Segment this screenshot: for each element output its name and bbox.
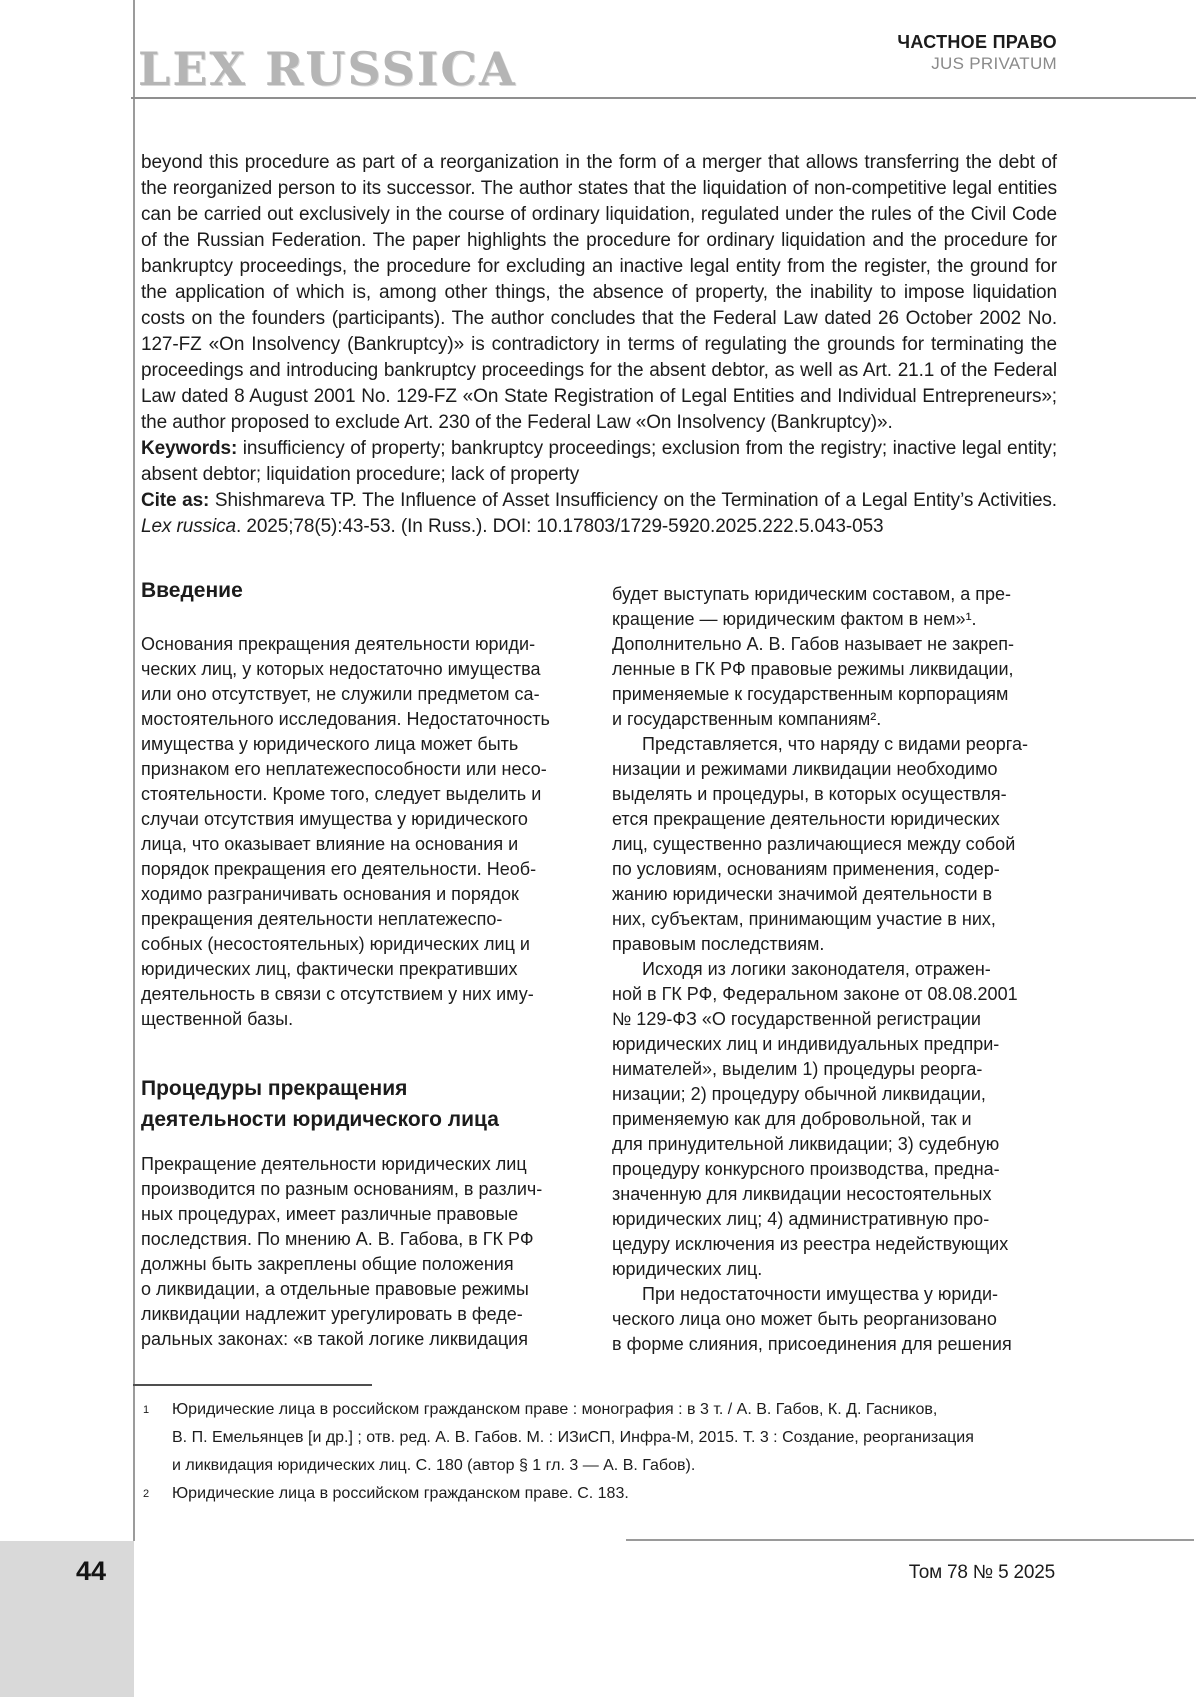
footnote-1-marker: 1 xyxy=(143,1404,150,1416)
article-body xyxy=(141,578,1057,1357)
keywords-label: Keywords: xyxy=(141,438,238,459)
keywords-line xyxy=(141,436,1057,488)
procedures-paragraph: Прекращение деятельности юридических лиц производится по разным основаниям, в различ- ных процедурах, имеет различные правовые последствия. По мнению А. В. Габова, в ГК РФ должны быть закреплены общие положения о ликвидации, а отдельные правовые режимы ликвидации надлежит урегулировать в феде- ральных законах: «в такой логике ликвидация xyxy=(141,1154,543,1349)
abstract-text: beyond this procedure as part of a reorganization in the form of a merger that allows transferring the debt of the reorganized person to its successor. The author states that the liquidation of non-competitive legal entities can be carried out exclusively in the course of ordinary liquidation, regulated under the rules of the Civil Code of the Russian Federation. The paper highlights the procedure for ordinary liquidation and the procedure for bankruptcy proceedings, the procedure for excluding an inactive legal entity from the register, the ground for the application of which is, among other things, the absence of property, the inability to impose liquidation costs on the founders (participants). The author concludes that the Federal Law dated 26 October 2002 No. 127-FZ «On Insolvency (Bankruptcy)» is contradictory in terms of regulating the grounds for terminating the proceedings and introducing bankruptcy proceedings for the absent debtor, as well as Art. 21.1 of the Federal Law dated 8 August 2001 No. 129-FZ «On State Registration of Legal Entities and Individual Entrepreneurs»; the author proposed to exclude Art. 230 of the Federal Law «On Insolvency (Bankruptcy)». xyxy=(141,152,1057,433)
cite-label: Cite as: xyxy=(141,490,210,511)
footnotes xyxy=(141,1396,1057,1508)
rubric-russian: ЧАСТНОЕ ПРАВО xyxy=(897,32,1057,52)
front-matter xyxy=(141,150,1057,540)
keywords-text: insufficiency of property; bankruptcy proceedings; exclusion from the registry; inactive legal entity; absent debtor; liquidation procedure; lack of property xyxy=(141,438,1057,485)
right-paragraph-1: будет выступать юридическим составом, а пре- кращение — юридическим фактом в нем»¹. Дополнительно А. В. Габов называет не закреп- ленные в ГК РФ правовые режимы ликвидации, применяемые к государственным корпорациям и государственным компаниям². xyxy=(612,584,1015,729)
cite-text: Shishmareva TP. The Influence of Asset Insufficiency on the Termination of a Legal Entity’s Activities. xyxy=(209,490,1057,511)
header-rule xyxy=(131,97,1196,99)
footnote-1 xyxy=(141,1396,1057,1480)
page-number: 44 xyxy=(76,1556,107,1586)
footnote-1-text: Юридические лица в российском гражданском праве : монография : в 3 т. / А. В. Габов, К. Д. Гасников, В. П. Емельянцев [и др.] ; отв. ред. А. В. Габов. М. : ИЗиСП, Инфра-М, 2015. Т. 3 : Создание, реорганизация и ликвидация юридических лиц. С. 180 (автор § 1 гл. 3 — А. В. Габов). xyxy=(172,1401,974,1474)
footnote-2-text: Юридические лица в российском гражданском праве. С. 183. xyxy=(172,1485,629,1502)
cite-journal-name: Lex russica xyxy=(141,516,236,537)
footnote-2-marker: 2 xyxy=(143,1488,150,1500)
rubric-latin: JUS PRIVATUM xyxy=(931,54,1057,73)
footnote-2 xyxy=(141,1480,1057,1508)
intro-paragraph: Основания прекращения деятельности юриди- ческих лиц, у которых недостаточно имущества или оно отсутствует, не служили предметом са- мостоятельного исследования. Недостаточность имущества у юридического лица может быть признаком его неплатежеспособности или несо- стоятельности. Кроме того, следует выделить и случаи отсутствия имущества у юридического лица, что оказывает влияние на основания и порядок прекращения его деятельности. Необ- ходимо разграничивать основания и порядок прекращения деятельности неплатежеспо- собных (несостоятельных) юридических лиц и юридических лиц, фактически прекративших деятельность в связи с отсутствием у них иму- щественной базы. xyxy=(141,634,550,1029)
footnote-rule xyxy=(133,1384,372,1386)
cite-line xyxy=(141,488,1057,540)
footer-gray-strip xyxy=(0,1541,134,1697)
footer-rule xyxy=(626,1539,1194,1541)
section-heading: Процедуры прекращения деятельности юридического лица xyxy=(141,1077,499,1131)
journal-logo: LEX RUSSICA xyxy=(138,42,517,96)
left-margin-rule xyxy=(133,0,135,1541)
intro-heading: Введение xyxy=(141,579,243,602)
right-paragraph-2: Представляется, что наряду с видами реорга- низации и режимами ликвидации необходимо выделять и процедуры, в которых осуществля- ется прекращение деятельности юридических лиц, существенно различающиеся между собой по условиям, основаниям применения, содер- жанию юридически значимой деятельности в них, субъектам, принимающим участие в них, правовым последствиям. xyxy=(612,734,1028,954)
volume-issue-label: Том 78 № 5 2025 xyxy=(908,1562,1055,1583)
left-column xyxy=(141,578,586,1357)
right-column xyxy=(612,578,1057,1357)
cite-doi: . 2025;78(5):43-53. (In Russ.). DOI: 10.17803/1729-5920.2025.222.5.043-053 xyxy=(236,516,884,537)
section-rubric xyxy=(897,31,1057,75)
right-paragraph-4: При недостаточности имущества у юриди- ческого лица оно может быть реорганизовано в форме слияния, присоединения для решения xyxy=(612,1284,1012,1354)
right-paragraph-3: Исходя из логики законодателя, отражен- ной в ГК РФ, Федеральном законе от 08.08.2001 № 129-ФЗ «О государственной регистрации юридических лиц и индивидуальных предпри- нимателей», выделим 1) процедуры реорга- низации; 2) процедуру обычной ликвидации, применяемую как для добровольной, так и для принудительной ликвидации; 3) судебную процедуру конкурсного производства, предна- значенную для ликвидации несостоятельных юридических лиц; 4) административную про- цедуру исключения из реестра недействующих юридических лиц. xyxy=(612,959,1018,1279)
